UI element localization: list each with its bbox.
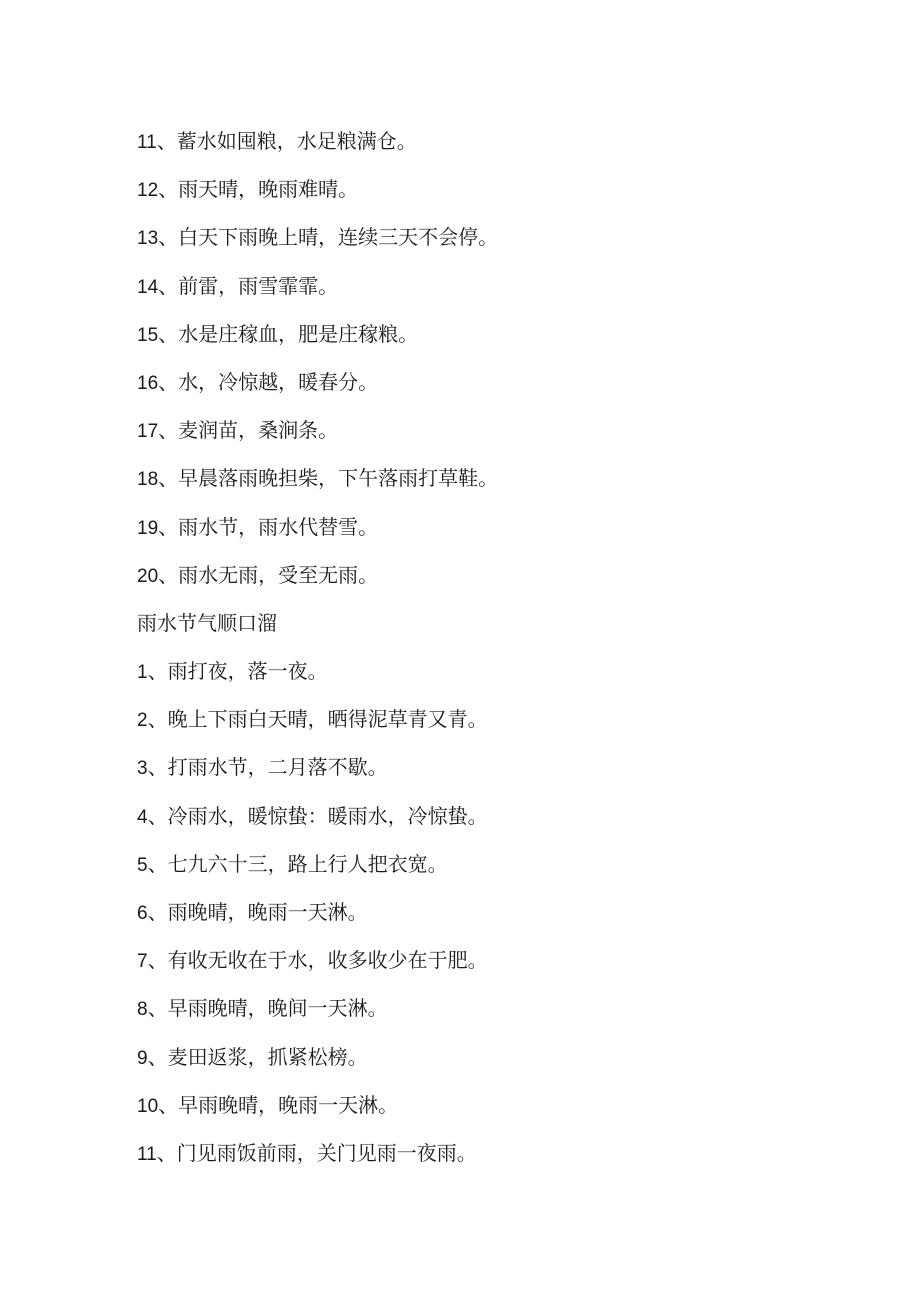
item-text: 、打雨水节，二月落不歇。	[147, 755, 388, 780]
list-item	[137, 413, 498, 461]
item-number: 13	[137, 228, 159, 250]
list-item	[137, 1040, 498, 1088]
list-item	[137, 1088, 498, 1136]
item-text: 、早雨晚晴，晚间一天淋。	[147, 996, 388, 1021]
item-number: 11	[137, 1143, 157, 1165]
item-text: 、白天下雨晚上晴，连续三天不会停。	[158, 225, 499, 250]
item-number: 10	[137, 1095, 159, 1117]
list-item	[137, 702, 498, 750]
item-number: 11	[137, 132, 157, 153]
item-text: 、前雷，雨雪霏霏。	[158, 273, 339, 298]
list-item	[137, 654, 498, 702]
item-number: 19	[137, 517, 159, 539]
list-item	[137, 172, 498, 220]
list-item	[137, 943, 498, 991]
item-number: 16	[137, 372, 159, 394]
item-text: 、门见雨饭前雨，关门见雨一夜雨。	[156, 1140, 477, 1165]
list-item	[137, 1136, 498, 1184]
item-text: 雨水节气顺口溜	[137, 610, 277, 635]
list-item	[137, 895, 498, 943]
list-item	[137, 365, 498, 413]
list-item	[137, 991, 498, 1039]
list-item	[137, 847, 498, 895]
item-number: 18	[137, 469, 159, 491]
item-number: 4	[137, 806, 148, 828]
list-item	[137, 461, 498, 509]
item-text: 、蓄水如囤粮，水足粮满仓。	[156, 129, 417, 153]
list-item	[137, 799, 498, 847]
list-item	[137, 750, 498, 798]
item-text: 、麦田返浆，抓紧松榜。	[147, 1044, 368, 1069]
proverb-list	[137, 124, 498, 1184]
item-text: 、晚上下雨白天晴，晒得泥草青又青。	[147, 707, 488, 732]
item-number: 15	[137, 324, 159, 346]
list-item	[137, 220, 498, 268]
item-number: 3	[137, 758, 148, 780]
item-text: 、水，冷惊越，暖春分。	[158, 369, 379, 394]
item-text: 、雨水无雨，受至无雨。	[158, 562, 379, 587]
list-item	[137, 317, 498, 365]
item-text: 、雨晚晴，晚雨一天淋。	[147, 900, 368, 924]
item-number: 12	[137, 180, 159, 202]
section-heading	[137, 606, 498, 654]
item-text: 、麦润苗，桑涧条。	[158, 418, 339, 443]
item-number: 8	[137, 999, 148, 1021]
list-item	[137, 510, 498, 558]
item-number: 17	[137, 421, 159, 443]
item-text: 、早晨落雨晚担柴，下午落雨打草鞋。	[158, 466, 499, 491]
item-number: 1	[137, 662, 148, 684]
item-number: 14	[137, 276, 159, 298]
item-text: 、有收无收在于水，收多收少在于肥。	[147, 948, 488, 973]
item-text: 、水是庄稼血，肥是庄稼粮。	[158, 321, 419, 346]
list-item	[137, 269, 498, 317]
item-text: 、早雨晚晴，晚雨一天淋。	[158, 1092, 399, 1117]
item-number: 2	[137, 710, 148, 732]
list-item	[137, 558, 498, 606]
item-number: 6	[137, 903, 148, 924]
item-text: 、雨水节，雨水代替雪。	[158, 514, 379, 539]
item-text: 、七九六十三，路上行人把衣宽。	[147, 851, 448, 876]
item-number: 5	[137, 854, 148, 876]
item-text: 、冷雨水，暖惊蛰：暖雨水，冷惊蛰。	[147, 803, 488, 828]
item-text: 、雨打夜，落一夜。	[147, 659, 328, 684]
item-number: 9	[137, 1047, 148, 1069]
list-item	[137, 124, 498, 172]
item-number: 7	[137, 951, 148, 973]
item-number: 20	[137, 565, 159, 587]
item-text: 、雨天晴，晚雨难晴。	[158, 177, 359, 202]
